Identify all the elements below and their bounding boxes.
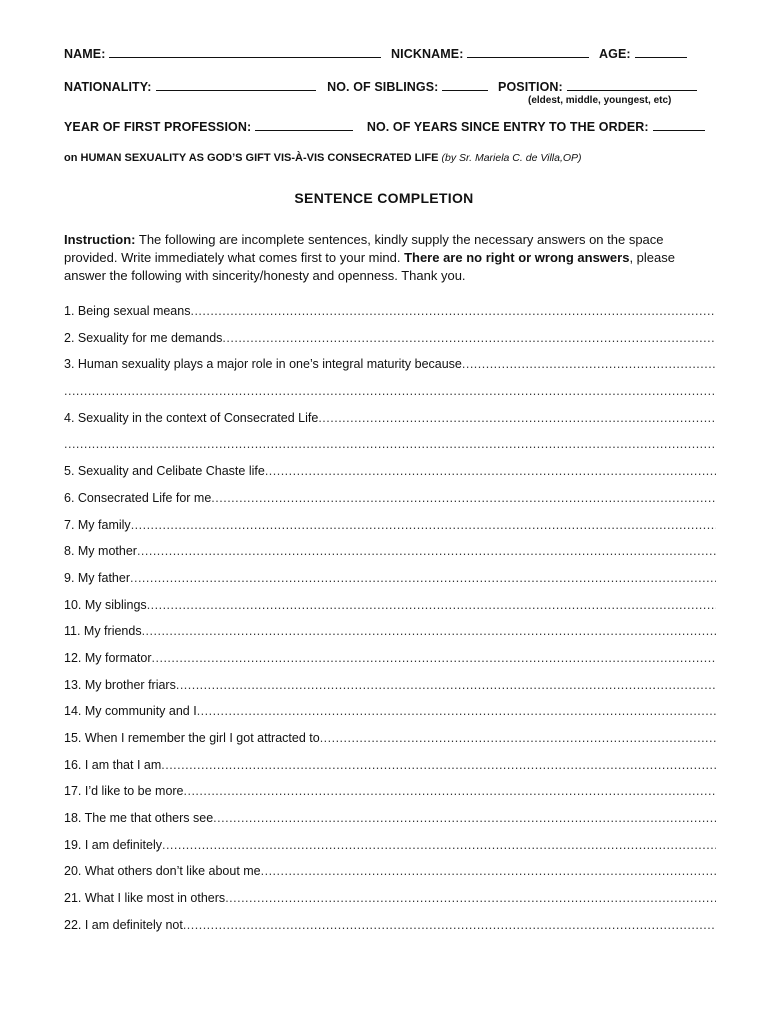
sentence-prompt: 3. Human sexuality plays a major role in one’s integral maturity because <box>64 357 462 372</box>
sentence-prompt: 17. I’d like to be more <box>64 784 184 799</box>
name-label: NAME: <box>64 47 106 61</box>
header-row-1 <box>64 45 704 61</box>
subtitle-author: (by Sr. Mariela C. de Villa,OP) <box>441 152 582 164</box>
age-label: AGE: <box>599 47 631 61</box>
sentence-item[interactable] <box>64 409 716 436</box>
sentence-item[interactable] <box>64 916 716 943</box>
sentence-prompt: 9. My father <box>64 570 130 585</box>
answer-line[interactable] <box>64 435 716 453</box>
answer-line[interactable] <box>320 729 716 747</box>
instruction-text-1: The following are incomplete sentences, kindly supply the necessary answers on the space provided. Write immediately what comes first to your mind. <box>64 232 664 265</box>
sentence-item[interactable] <box>64 329 716 356</box>
position-label: POSITION: <box>498 80 563 94</box>
first-profession-field[interactable] <box>255 118 353 131</box>
nationality-field[interactable] <box>156 78 316 91</box>
sentence-item[interactable] <box>64 702 716 729</box>
instruction-emphasis: There are no right or wrong answers <box>404 250 630 265</box>
page-title: SENTENCE COMPLETION <box>294 190 474 206</box>
sentence-item[interactable] <box>64 302 716 329</box>
nickname-label: NICKNAME: <box>391 47 464 61</box>
sentence-prompt: 8. My mother <box>64 544 137 559</box>
sentence-item[interactable] <box>64 809 716 836</box>
sentence-prompt: 22. I am definitely not <box>64 917 183 932</box>
sentence-prompt: 7. My family <box>64 517 131 532</box>
sentence-item[interactable] <box>64 489 716 516</box>
sentence-item[interactable] <box>64 836 716 863</box>
sentence-item[interactable] <box>64 542 716 569</box>
answer-line[interactable] <box>213 809 716 827</box>
answer-line[interactable] <box>131 516 716 534</box>
answer-line[interactable] <box>142 622 716 640</box>
answer-line[interactable] <box>211 489 716 507</box>
sentence-prompt: 10. My siblings <box>64 597 147 612</box>
answer-line[interactable] <box>261 862 716 880</box>
subtitle-topic: HUMAN SEXUALITY AS GOD’S GIFT VIS-À-VIS CONSECRATED LIFE <box>80 152 439 164</box>
sentence-item[interactable] <box>64 649 716 676</box>
header-row-2 <box>64 78 704 94</box>
sentence-prompt: 15. When I remember the girl I got attracted to <box>64 731 320 745</box>
name-field[interactable] <box>109 45 381 58</box>
sentence-prompt: 21. What I like most in others <box>64 891 226 906</box>
answer-line[interactable] <box>197 702 716 720</box>
sentence-prompt: 18. The me that others see <box>64 811 214 826</box>
siblings-label: NO. OF SIBLINGS: <box>327 80 439 94</box>
sentence-prompt: 4. Sexuality in the context of Consecrated Life <box>64 410 319 425</box>
instruction-paragraph <box>64 231 714 285</box>
years-since-entry-label: NO. OF YEARS SINCE ENTRY TO THE ORDER: <box>366 120 649 134</box>
answer-line[interactable] <box>318 409 716 427</box>
sentence-prompt: 12. My formator <box>64 650 152 665</box>
answer-line[interactable] <box>147 596 716 614</box>
answer-line[interactable] <box>161 756 716 774</box>
answer-line[interactable] <box>225 889 716 907</box>
header-row-3 <box>64 118 704 134</box>
answer-line[interactable] <box>265 462 716 480</box>
answer-line[interactable] <box>64 382 716 400</box>
sentence-item[interactable] <box>64 756 716 783</box>
sentence-prompt: 5. Sexuality and Celibate Chaste life <box>64 464 265 479</box>
sentence-item[interactable] <box>64 782 716 809</box>
sentence-item[interactable] <box>64 889 716 916</box>
answer-line[interactable] <box>190 302 716 320</box>
answer-line[interactable] <box>152 649 716 667</box>
sentence-prompt: 20. What others don’t like about me <box>64 864 261 879</box>
sentence-prompt: 2. Sexuality for me demands <box>64 330 223 345</box>
sentence-prompt: 11. My friends <box>64 624 142 639</box>
sentence-item[interactable] <box>64 382 716 409</box>
answer-line[interactable] <box>222 329 716 347</box>
instruction-label: Instruction: <box>64 232 136 247</box>
answer-line[interactable] <box>462 355 716 373</box>
sentence-prompt: 13. My brother friars <box>64 677 176 692</box>
subtitle <box>64 152 582 164</box>
answer-line[interactable] <box>130 569 716 587</box>
sentence-prompt: 1. Being sexual means <box>64 304 191 318</box>
subtitle-prefix: on <box>64 152 78 164</box>
sentence-item[interactable] <box>64 435 716 462</box>
answer-line[interactable] <box>162 836 716 854</box>
sentence-item[interactable] <box>64 516 716 543</box>
answer-line[interactable] <box>184 782 716 800</box>
answer-line[interactable] <box>137 542 716 560</box>
siblings-field[interactable] <box>442 78 488 91</box>
sentence-item[interactable] <box>64 622 716 649</box>
sentence-item[interactable] <box>64 862 716 889</box>
sentence-item[interactable] <box>64 676 716 703</box>
sentence-item[interactable] <box>64 729 716 756</box>
years-since-entry-field[interactable] <box>653 118 705 131</box>
sentence-prompt: 19. I am definitely <box>64 837 162 852</box>
sentence-prompt: 16. I am that I am <box>64 757 162 772</box>
position-note: (eldest, middle, youngest, etc) <box>528 95 672 106</box>
sentence-list <box>64 302 716 943</box>
sentence-prompt: 14. My community and I <box>64 704 197 719</box>
age-field[interactable] <box>635 45 687 58</box>
sentence-item[interactable] <box>64 569 716 596</box>
position-field[interactable] <box>567 78 697 91</box>
answer-line[interactable] <box>183 916 716 934</box>
sentence-prompt: 6. Consecrated Life for me <box>64 490 212 505</box>
answer-line[interactable] <box>176 676 716 694</box>
sentence-item[interactable] <box>64 462 716 489</box>
sentence-item[interactable] <box>64 355 716 382</box>
nickname-field[interactable] <box>467 45 589 58</box>
first-profession-label: YEAR OF FIRST PROFESSION: <box>64 120 252 134</box>
sentence-item[interactable] <box>64 596 716 623</box>
nationality-label: NATIONALITY: <box>64 80 152 94</box>
instruction-text-2: , please answer the following with sincerity/honesty and openness. Thank you. <box>64 250 675 283</box>
